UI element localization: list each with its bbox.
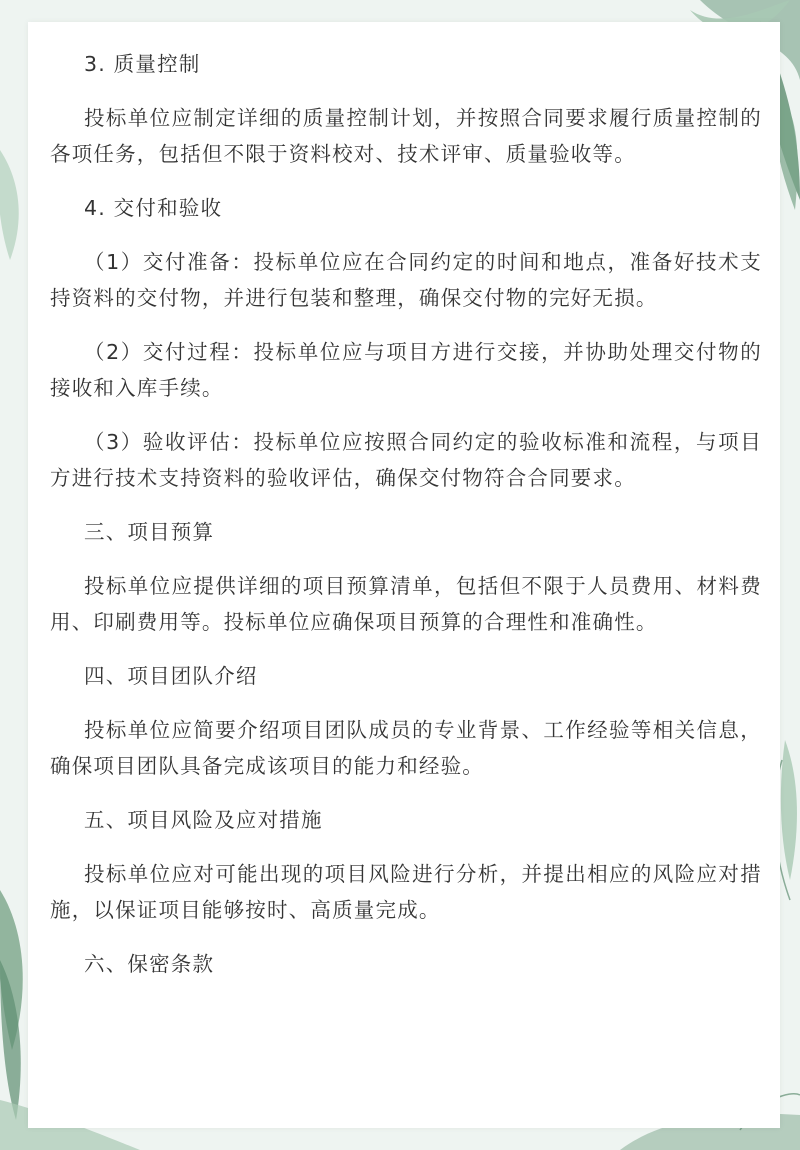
quality-control-paragraph: 投标单位应制定详细的质量控制计划，并按照合同要求履行质量控制的各项任务，包括但不限于资料校对、技术评审、质量验收等。: [50, 106, 762, 166]
project-budget-paragraph: 投标单位应提供详细的项目预算清单，包括但不限于人员费用、材料费用、印刷费用等。投标单位应确保项目预算的合理性和准确性。: [50, 574, 762, 634]
project-team-heading: 四、项目团队介绍: [84, 664, 258, 688]
document-body: [50, 46, 762, 982]
project-budget-heading: 三、项目预算: [84, 520, 215, 544]
project-risk-paragraph: 投标单位应对可能出现的项目风险进行分析，并提出相应的风险应对措施，以保证项目能够按时、高质量完成。: [50, 862, 762, 922]
document-page: [28, 22, 780, 1128]
delivery-process-paragraph: （2）交付过程：投标单位应与项目方进行交接，并协助处理交付物的接收和入库手续。: [50, 340, 762, 400]
quality-control-heading: 3. 质量控制: [84, 52, 201, 76]
acceptance-evaluation-paragraph: （3）验收评估：投标单位应按照合同约定的验收标准和流程，与项目方进行技术支持资料的验收评估，确保交付物符合合同要求。: [50, 430, 762, 490]
delivery-preparation-paragraph: （1）交付准备：投标单位应在合同约定的时间和地点，准备好技术支持资料的交付物，并进行包装和整理，确保交付物的完好无损。: [50, 250, 762, 310]
confidentiality-heading: 六、保密条款: [84, 952, 215, 976]
delivery-acceptance-heading: 4. 交付和验收: [84, 196, 223, 220]
project-risk-heading: 五、项目风险及应对措施: [84, 808, 323, 832]
project-team-paragraph: 投标单位应简要介绍项目团队成员的专业背景、工作经验等相关信息，确保项目团队具备完成该项目的能力和经验。: [50, 718, 762, 778]
